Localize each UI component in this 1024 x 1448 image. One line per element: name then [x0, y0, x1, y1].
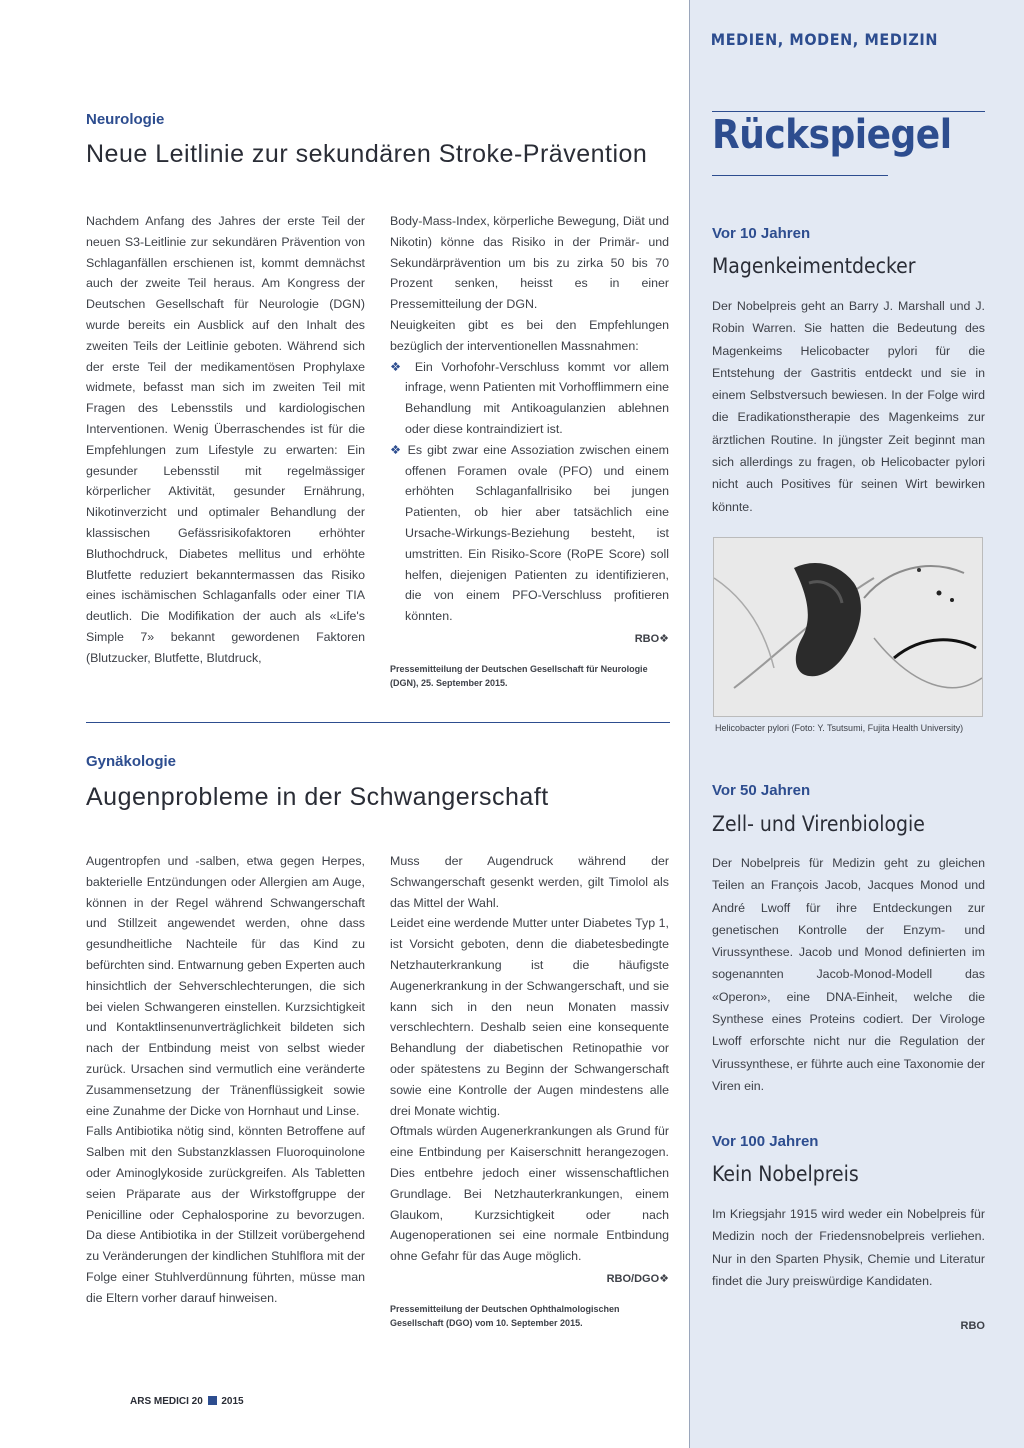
article-divider [86, 722, 670, 723]
article1-signature: RBO❖ [634, 632, 669, 645]
article1-source: Pressemitteilung der Deutschen Gesellschaft für Neurologie (DGN), 25. September 2015. [390, 663, 648, 688]
photo-caption: Helicobacter pylori (Foto: Y. Tsutsumi, Fujita Health University) [715, 723, 964, 733]
rueckspiegel-item-3-head: Kein Nobelpreis [712, 1162, 859, 1186]
article1-bullet: ❖ Es gibt zwar eine Assoziation zwischen einem offenen Foramen ovale (PFO) und einem erhöhten Schlaganfallrisiko bei jungen Patienten, ob hier aber tatsächlich eine Ursache-Wirkungs-Beziehung besteht, ist umstritten. Ein Risiko-Score (RoPE Score) soll helfen, diejenigen Patienten zu identifizieren, die von einem PFO-Verschluss profitieren könnten. [390, 442, 669, 624]
section-label: MEDIEN, MODEN, MEDIZIN [710, 30, 938, 49]
article1-col1-text: Nachdem Anfang des Jahres der erste Teil der neuen S3-Leitlinie zur sekundären Prävention von Schlaganfällen erschienen ist, kommt demnächst auch der zweite Teil heraus. Am Kongress der Deutschen Gesellschaft für Neurologie (DGN) wurde bereits ein Ausblick auf den Inhalt des zweiten Teils der Leitlinie geboten. Während sich der erste Teil der medikamentösen Prophylaxe widmete, befasst man sich im zweiten Teil mit Fragen des Lebensstils und kardiologischen Interventionen. Wenig Überraschendes ist für die Empfehlungen zum Lifestyle zu erwarten: Ein gesunder Lebensstil mit regelmässiger körperlicher Aktivität, gesunder Ernährung, Nikotinverzicht und optimaler Behandlung der klassischen Gefässrisikofaktoren erhöhter Bluthochdruck, Diabetes mellitus und erhöhte Blutfette reduziert bekanntermassen das Risiko eines ischämischen Schlaganfalls oder einer TIA deutlich. Die Modifikation der auch als «Life's Simple 7» bekannt gewordenen Faktoren (Blutzucker, Blutfette, Blutdruck, [86, 214, 365, 665]
bullet-icon: ❖ [390, 442, 403, 457]
rueckspiegel-item-2-sub: Vor 50 Jahren [712, 782, 811, 799]
article2-signature: RBO/DGO❖ [606, 1272, 669, 1285]
rueckspiegel-item-2-head: Zell- und Virenbiologie [712, 812, 925, 836]
article1-category: Neurologie [86, 111, 165, 128]
bullet-icon: ❖ [390, 359, 407, 374]
article1-col2-paragraph: Body-Mass-Index, körperliche Bewegung, Diät und Nikotin) könne das Risiko in der Primär- und Sekundärprävention um bis zu zirka 50 bis 70 Prozent senken, heisst es in einer Pressemitteilung der DGN. [390, 214, 669, 312]
article2-source: Pressemitteilung der Deutschen Ophthalmologischen Gesellschaft (DGO) vom 10. September 2015. [390, 1303, 620, 1328]
rueckspiegel-title-rule [712, 175, 888, 176]
rueckspiegel-item-3-sub: Vor 100 Jahren [712, 1133, 819, 1150]
rueckspiegel-item-1-sub: Vor 10 Jahren [712, 225, 811, 242]
helicobacter-photo [713, 537, 983, 717]
article2-column-1 [86, 851, 365, 1309]
rueckspiegel-item-1-head: Magenkeimentdecker [712, 254, 916, 278]
rueckspiegel-item-1-text: Der Nobelpreis geht an Barry J. Marshall und J. Robin Warren. Sie hatten die Bedeutung des Magenkeims Helicobacter pylori für die Entstehung der Gastritis entdeckt und sie in einem Selbstversuch bewiesen. In der Folge wird die Eradikationstherapie des Magenkeims zur ärztlichen Routine. In jüngster Zeit beginnt man sich allerdings zu fragen, ob Helicobacter pylori nicht auch Positives für seinen Wirt bewirken könnte. [712, 299, 985, 514]
rueckspiegel-signature: RBO [960, 1320, 985, 1332]
footer-square-icon [208, 1396, 217, 1405]
footer-journal: ARS MEDICI 20 [130, 1396, 203, 1407]
bacterium-image-icon [714, 538, 982, 716]
rueckspiegel-title: Rückspiegel [712, 112, 952, 158]
article1-column-1 [86, 211, 365, 669]
article2-col2-paragraph: Oftmals würden Augenerkrankungen als Grund für eine Entbindung per Kaiserschnitt herangezogen. Dies entbehre jedoch einer wissenschaftlichen Grundlage. Bei Netzhauterkrankungen, einem Glaukom, Kurzsichtigkeit oder nach Augenoperationen sei eine normale Entbindung ohne Gefahr für das Auge möglich. [390, 1124, 669, 1264]
article2-col2-paragraph: Leidet eine werdende Mutter unter Diabetes Typ 1, ist Vorsicht geboten, denn die diabetesbedingte Netzhauterkrankung ist die häufigste Augenerkrankung in der Schwangerschaft, und sie kann sich in den neun Monaten massiv verschlechtern. Deshalb seien eine konsequente Behandlung der diabetischen Retinopathie vor oder spätestens zu Beginn der Schwangerschaft sowie eine Kontrolle der Augen mindestens alle drei Monate wichtig. [390, 916, 669, 1118]
article2-column-2 [390, 851, 669, 1330]
article1-bullet: ❖ Ein Vorhofohr-Verschluss kommt vor allem infrage, wenn Patienten mit Vorhofflimmern eine Behandlung mit Antikoagulanzien ablehnen oder diese kontraindiziert ist. [390, 359, 669, 436]
article1-column-2 [390, 211, 669, 690]
article2-col2-paragraph: Muss der Augendruck während der Schwangerschaft gesenkt werden, gilt Timolol als das Mittel der Wahl. [390, 854, 669, 910]
article2-col1-paragraph: Augentropfen und -salben, etwa gegen Herpes, bakterielle Entzündungen oder Allergien am Auge, können in der Regel während Schwangerschaft und Stillzeit angewendet werden, ohne dass gesundheitliche Nachteile für das Kind zu befürchten sind. Entwarnung geben Experten auch hinsichtlich der Sehverschlechterungen, die sich bei vielen Schwangeren einstellen. Kurzsichtigkeit und Kontaktlinsenunverträglichkeit bildeten sich nach der Entbindung meist von selbst wieder zurück. Ursachen sind vermutlich eine veränderte Zusammensetzung der Tränenflüssigkeit sowie eine Zunahme der Dicke von Hornhaut und Linse. [86, 854, 365, 1118]
rueckspiegel-item-3-text: Im Kriegsjahr 1915 wird weder ein Nobelpreis für Medizin noch der Friedensnobelpreis verliehen. Nur in den Sparten Physik, Chemie und Literatur findet die Jury preiswürdige Kandidaten. [712, 1207, 985, 1288]
article2-col1-paragraph: Falls Antibiotika nötig sind, könnten Betroffene auf Salben mit den Substanzklassen Fluoroquinolone oder Aminoglykoside zurückgreifen. Als Tabletten seien Präparate aus der Wirkstoffgruppe der Penicilline oder Cephalosporine zu bevorzugen. Da diese Antibiotika in der Stillzeit vorübergehend zu Veränderungen der kindlichen Stuhlflora mit der Folge einer Stuhlverdünnung führten, müsse man die Eltern vorher darauf hinweisen. [86, 1124, 365, 1305]
article1-headline: Neue Leitlinie zur sekundären Stroke-Prävention [86, 140, 648, 168]
article2-headline: Augenprobleme in der Schwangerschaft [86, 783, 549, 811]
rueckspiegel-item-2-text: Der Nobelpreis für Medizin geht zu gleichen Teilen an François Jacob, Jacques Monod und André Lwoff für ihre Entdeckungen zur genetischen Kontrolle der Enzym- und Virussynthese. Jacob und Monod definierten im sogenannten Jacob-Monod-Modell das «Operon», eine DNA-Einheit, welche die Synthese eines Proteins codiert. Der Virologe Lwoff erforschte nicht nur die Regulation der Virussynthese, er führte auch eine Taxonomie der Viren ein. [712, 856, 985, 1093]
article1-col2-paragraph: Neuigkeiten gibt es bei den Empfehlungen bezüglich der interventionellen Massnahmen: [390, 317, 669, 353]
article2-category: Gynäkologie [86, 753, 177, 770]
footer-year: 2015 [221, 1396, 244, 1407]
page-footer [130, 1396, 244, 1407]
